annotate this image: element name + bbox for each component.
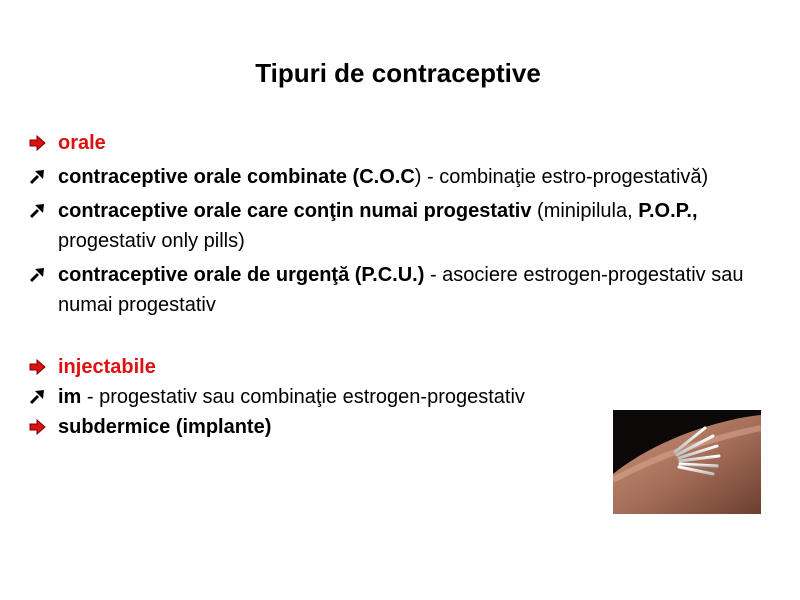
list-item-subdermice: subdermice (implante) <box>28 412 768 442</box>
red-arrow-icon <box>28 359 48 375</box>
list-item-pop: contraceptive orale care conţin numai progestativ (minipilula, P.O.P., progestativ only pills) <box>28 196 768 256</box>
slide-title: Tipuri de contraceptive <box>255 58 541 88</box>
diagonal-arrow-icon <box>28 203 48 219</box>
diagonal-arrow-icon <box>28 169 48 185</box>
list-item-im: im - progestativ sau combinaţie estrogen-progestativ <box>28 382 768 412</box>
list-item-pcu: contraceptive orale de urgenţă (P.C.U.) - asociere estrogen-progestativ sau numai progestativ <box>28 260 768 320</box>
diagonal-arrow-icon <box>28 267 48 283</box>
list-item-orale: orale <box>28 128 768 158</box>
list-item-injectabile: injectabile <box>28 352 768 382</box>
list-item-coc: contraceptive orale combinate (C.O.C) - combinaţie estro-progestativă) <box>28 162 768 192</box>
red-arrow-icon <box>28 419 48 435</box>
bullet-list <box>28 128 768 442</box>
red-arrow-icon <box>28 135 48 151</box>
diagonal-arrow-icon <box>28 389 48 405</box>
implant-rods-on-arm-photo <box>613 410 761 514</box>
